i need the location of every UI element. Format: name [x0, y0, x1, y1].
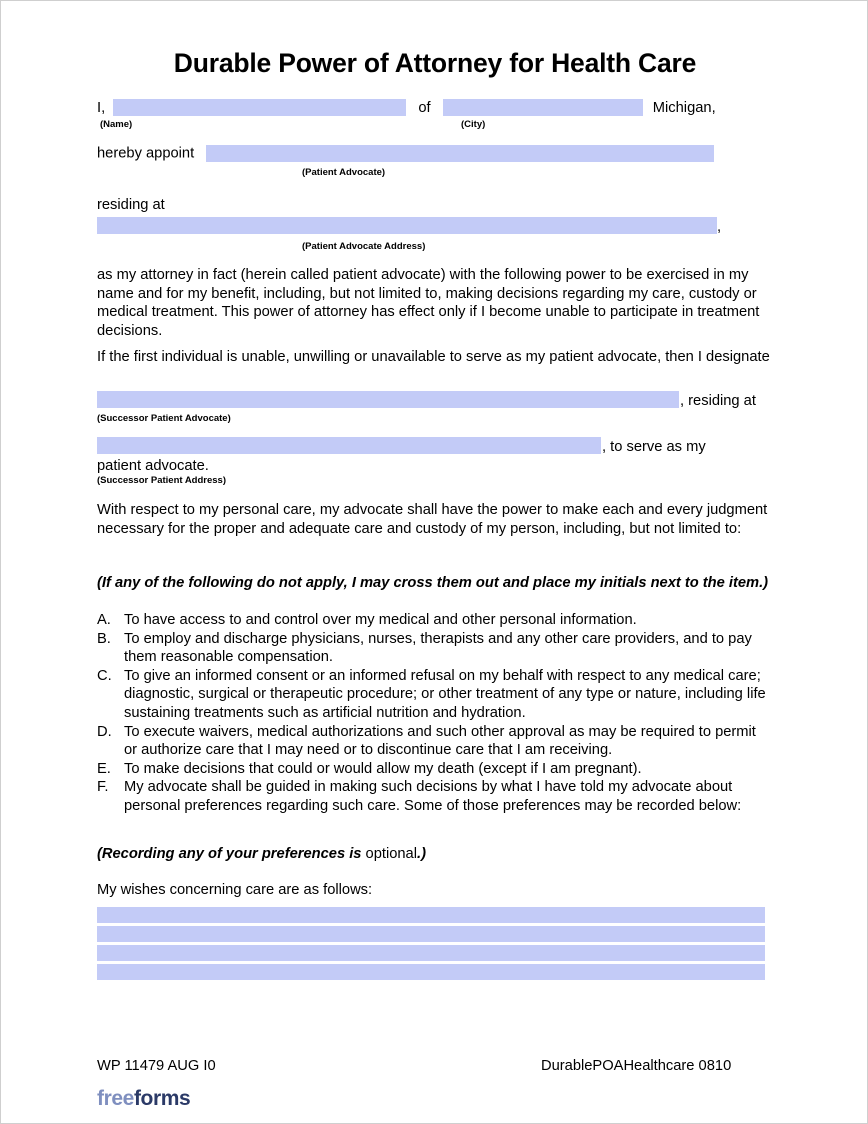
- wishes-line-field[interactable]: [97, 945, 765, 961]
- list-item-letter: C.: [97, 667, 112, 684]
- name-caption: (Name): [100, 119, 133, 130]
- name-field[interactable]: [113, 99, 406, 116]
- residing-label: residing at: [97, 197, 165, 213]
- successor-advocate-caption: (Successor Patient Advocate): [97, 413, 231, 424]
- list-item: [97, 611, 773, 630]
- list-item-letter: A.: [97, 612, 111, 628]
- successor-address-field[interactable]: [97, 437, 601, 454]
- successor-address-second-line: patient advocate.: [97, 458, 209, 474]
- list-item: [97, 778, 773, 815]
- freeforms-logo: [97, 1087, 190, 1111]
- residing-comma: ,: [717, 219, 722, 235]
- appoint-label: hereby appoint: [97, 145, 195, 162]
- list-item-letter: B.: [97, 630, 111, 647]
- successor-address-caption: (Successor Patient Address): [97, 475, 226, 486]
- list-item: [97, 667, 773, 723]
- patient-advocate-field[interactable]: [206, 145, 714, 162]
- wishes-line-field[interactable]: [97, 926, 765, 942]
- powers-list: [97, 611, 773, 816]
- paragraph-1: as my attorney in fact (herein called patient advocate) with the following power to be exercised in my name and for my benefit, including, but not limited to, making decisions regarding my care, custody or medical treatment. This power of attorney has effect only if I become unable to participate in treatment decisions.: [97, 267, 760, 339]
- optional-note-part1: (Recording any of your preferences is: [97, 846, 366, 862]
- wishes-lines: [97, 907, 765, 983]
- list-item: [97, 723, 773, 760]
- brand-first: free: [97, 1087, 134, 1110]
- wishes-label: My wishes concerning care are as follows:: [97, 882, 373, 898]
- patient-advocate-address-caption: (Patient Advocate Address): [302, 241, 426, 252]
- optional-note-part2: .): [416, 846, 426, 862]
- list-item: [97, 760, 773, 779]
- brand-second: forms: [133, 1087, 191, 1110]
- successor-address-trailing-text: , to serve as my: [602, 439, 706, 455]
- list-item-letter: D.: [97, 723, 112, 740]
- i-label: I,: [97, 99, 106, 116]
- intro-name-row: [97, 99, 773, 116]
- crossout-note: (If any of the following do not apply, I may cross them out and place my initials next to the item.): [97, 575, 769, 591]
- page-title: Durable Power of Attorney for Health Care: [173, 48, 697, 78]
- list-item-text: To have access to and control over my medical and other personal information.: [124, 612, 637, 628]
- city-field[interactable]: [443, 99, 643, 116]
- paragraph-3: With respect to my personal care, my advocate shall have the power to make each and every judgment necessary for the proper and adequate care and custody of my person, including, but not limited to:: [97, 502, 768, 537]
- list-item-text: To employ and discharge physicians, nurses, therapists and any other care providers, and to pay them reasonable compensation.: [124, 630, 752, 666]
- list-item-text: My advocate shall be guided in making such decisions by what I have told my advocate about personal preferences regarding such care. Some of those preferences may be recorded below:: [124, 779, 742, 814]
- wishes-line-field[interactable]: [97, 964, 765, 980]
- patient-advocate-address-field[interactable]: [97, 217, 717, 234]
- list-item-letter: E.: [97, 760, 111, 777]
- appoint-row: [97, 145, 714, 162]
- patient-advocate-caption: (Patient Advocate): [302, 167, 386, 178]
- successor-advocate-field[interactable]: [97, 391, 679, 408]
- list-item-letter: F.: [97, 779, 109, 796]
- list-item: [97, 630, 773, 667]
- optional-note-word: optional: [365, 846, 417, 862]
- list-item-text: To give an informed consent or an informed refusal on my behalf with respect to any medical care; diagnostic, surgical or therapeutic procedure; or other treatment of any type or nature, including life sustaining treatments such as artificial nutrition and hydration.: [124, 667, 766, 721]
- list-item-text: To execute waivers, medical authorizations and such other approval as may be required to permit or authorize care that I may need or to discontinue care that I am receiving.: [124, 723, 756, 759]
- footer-right-code: DurablePOAHealthcare 0810: [541, 1058, 732, 1074]
- optional-note: [97, 846, 773, 862]
- state-label: Michigan,: [652, 99, 716, 116]
- paragraph-2: If the first individual is unable, unwilling or unavailable to serve as my patient advocate, then I designate: [97, 349, 770, 365]
- successor-trailing-text: , residing at: [680, 393, 756, 409]
- footer-left-code: WP 11479 AUG I0: [97, 1058, 216, 1074]
- document-content: [97, 1, 773, 1110]
- city-caption: (City): [461, 119, 486, 130]
- wishes-line-field[interactable]: [97, 907, 765, 923]
- of-label: of: [418, 99, 431, 116]
- list-item-text: To make decisions that could or would allow my death (except if I am pregnant).: [124, 760, 642, 777]
